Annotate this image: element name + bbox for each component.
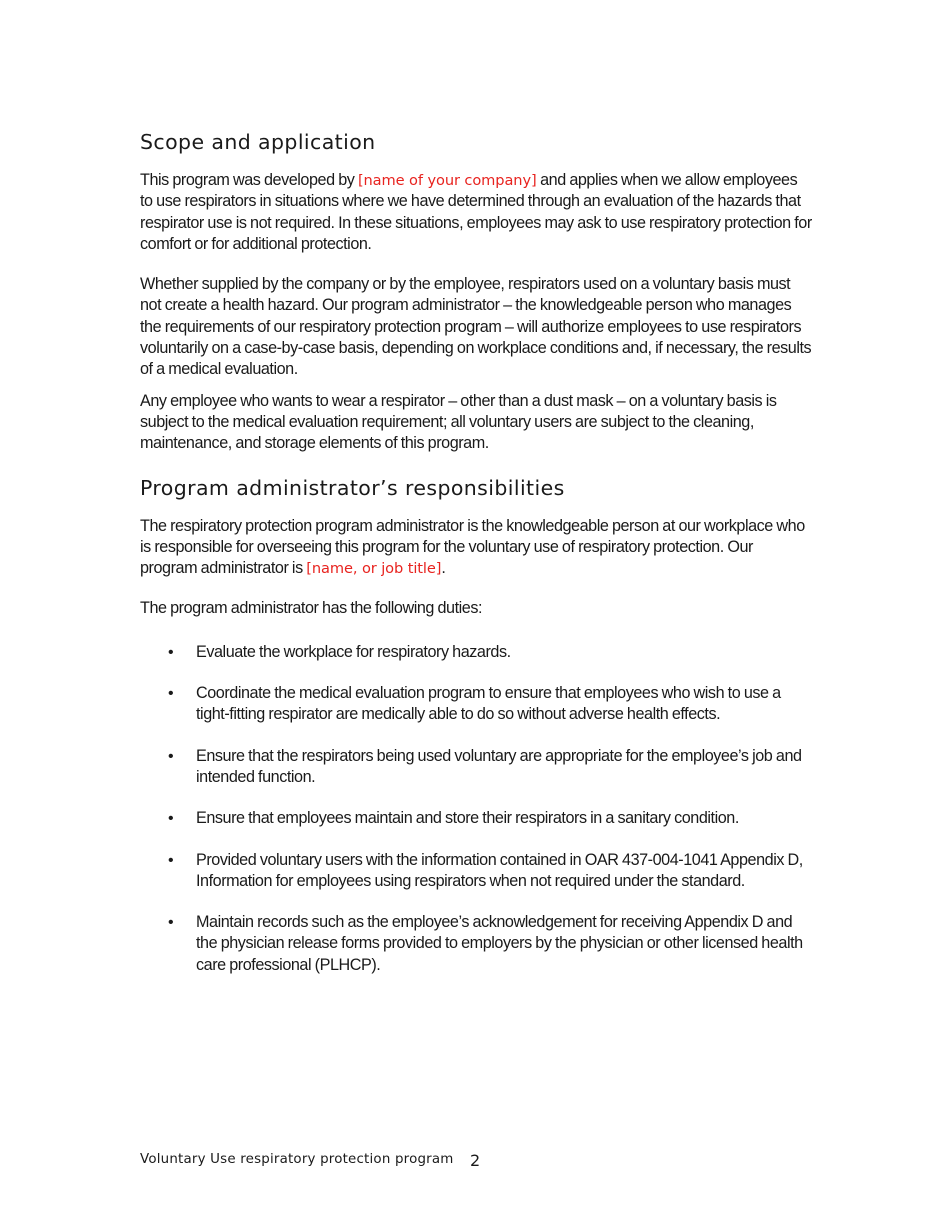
list-item	[140, 912, 812, 976]
list-item	[140, 642, 812, 663]
scope-paragraph-2: Whether supplied by the company or by the employee, respirators used on a voluntary basis must not create a health hazard. Our program administrator – the knowledgeable person who manages the requirements of our respiratory protection program – will authorize employees to use respirators voluntarily on a case-by-case basis, depending on workplace conditions and, if necessary, the results of a medical evaluation.	[140, 275, 812, 379]
heading-scope-and-application: Scope and application	[140, 130, 376, 154]
admin-paragraph-1-text-before: The respiratory protection program administrator is the knowledgeable person at our workplace who is responsible for overseeing this program for the voluntary use of respiratory protection. Our program administrator is	[140, 516, 805, 578]
bullet-icon: •	[168, 643, 174, 661]
scope-paragraph-3: Any employee who wants to wear a respirator – other than a dust mask – on a voluntary basis is subject to the medical evaluation requirement; all voluntary users are subject to the cleaning, maintenance, and storage elements of this program.	[140, 391, 777, 453]
list-item	[140, 850, 812, 893]
job-title-placeholder: [name, or job title]	[306, 560, 442, 578]
bullet-icon: •	[168, 851, 174, 869]
scope-paragraph-1	[140, 170, 812, 255]
page-number: 2	[470, 1151, 481, 1170]
admin-paragraph-1	[140, 516, 812, 580]
footer-title: Voluntary Use respiratory protection program	[140, 1152, 454, 1167]
list-item	[140, 808, 812, 829]
company-name-placeholder: [name of your company]	[357, 172, 537, 189]
scope-paragraph-1-text-after: and applies when we allow employees to use respirators in situations where we have determined through an evaluation of the hazards that respirator use is not required. In these situations, employees may ask to use respiratory protection for comfort or for additional protection.	[140, 171, 812, 253]
admin-paragraph-2: The program administrator has the following duties:	[140, 599, 483, 618]
bullet-icon: •	[168, 810, 174, 828]
bullet-icon: •	[168, 747, 174, 765]
duties-list	[140, 642, 812, 976]
duty-text: Provided voluntary users with the information contained in OAR 437-004-1041 Appendix D, Information for employees using respirators when not required under the standard.	[196, 850, 803, 890]
heading-program-administrator-responsibilities: Program administrator’s responsibilities	[140, 475, 565, 500]
list-item	[140, 746, 812, 789]
duty-text: Ensure that employees maintain and store their respirators in a sanitary condition.	[196, 809, 739, 828]
bullet-icon: •	[168, 685, 174, 703]
duty-text: Coordinate the medical evaluation program to ensure that employees who wish to use a tight-fitting respirator are medically able to do so without adverse health effects.	[196, 684, 781, 724]
duty-text: Evaluate the workplace for respiratory hazards.	[196, 642, 511, 661]
scope-paragraph-1-text-before: This program was developed by	[140, 171, 358, 189]
list-item	[140, 683, 812, 726]
page-content	[140, 128, 812, 996]
bullet-icon: •	[168, 914, 174, 932]
duty-text: Ensure that the respirators being used voluntary are appropriate for the employee’s job and intended function.	[196, 746, 802, 786]
duty-text: Maintain records such as the employee’s acknowledgement for receiving Appendix D and the physician release forms provided to employers by the physician or other licensed health care professional (PLHCP).	[196, 913, 803, 974]
admin-paragraph-1-text-after: .	[441, 559, 446, 578]
